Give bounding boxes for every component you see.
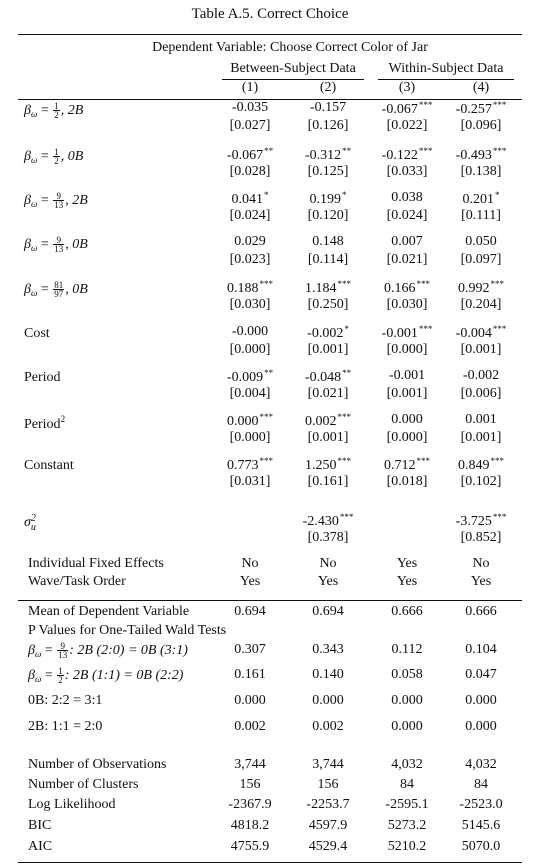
row-label-5 (24, 326, 50, 342)
row-label-3-equals: = (37, 237, 53, 252)
coef-r8-c1 (210, 456, 290, 474)
row-label-3-numerator: 9 (53, 236, 64, 245)
pval-label-0-denominator: 13 (58, 650, 68, 660)
se-r7-c1: [0.000] (229, 430, 271, 445)
coef-r5-c1 (210, 324, 290, 340)
stat-r0-c2: 3,744 (312, 757, 344, 772)
se-r8-c3: [0.018] (386, 474, 428, 489)
se-r0-c1: [0.027] (229, 118, 271, 133)
row-label-2-beta: β (24, 193, 31, 208)
row-label-2-suffix: , 2B (65, 193, 88, 208)
pval-label-1-denominator: 2 (58, 675, 63, 685)
coef-r2-c3-value: 0.038 (391, 190, 423, 205)
fixed-label-0: Individual Fixed Effects (28, 556, 164, 571)
row-label-3-omega: ω (30, 243, 38, 253)
stat-label-2: Log Likelihood (28, 797, 116, 812)
row-label-2-numerator: 9 (53, 192, 64, 201)
se-r9-c4: [0.852] (460, 530, 502, 545)
pval-label-1-omega: ω (34, 674, 42, 684)
row-label-4-denominator: 97 (54, 289, 64, 299)
coef-r5-c4-value: -0.004 (455, 326, 492, 341)
coef-r4-c4-stars: *** (490, 279, 504, 289)
coef-r2-c1-value: 0.041 (231, 192, 263, 207)
pval-r0-c1: 0.307 (234, 642, 266, 657)
pval-label-1-beta: β (28, 668, 35, 683)
pval-r1-c1: 0.161 (234, 667, 266, 682)
coef-r4-c1 (210, 279, 290, 297)
coef-r5-c4-stars: *** (492, 324, 507, 334)
coef-r6-c1-stars: ** (264, 368, 274, 378)
se-r6-c2: [0.021] (307, 386, 349, 401)
coef-r4-c1-stars: *** (259, 279, 273, 289)
coef-r7-c2-value: 0.002 (305, 414, 337, 429)
row-label-sup-7: 2 (60, 414, 66, 424)
row-label-text-8: Constant (24, 458, 74, 473)
sigma-sub: u (30, 522, 36, 533)
coef-r2-c1 (210, 190, 290, 208)
row-label-3-denominator: 13 (54, 244, 64, 254)
fixed-r1-c2: Yes (317, 574, 339, 589)
pval-label-0-beta: β (28, 643, 35, 658)
se-r7-c4: [0.001] (460, 430, 502, 445)
coef-r8-c4 (441, 456, 521, 474)
column-header-3: (3) (398, 80, 416, 95)
coef-r1-c1-value: -0.067 (226, 148, 264, 163)
row-label-1-denominator: 2 (54, 156, 59, 166)
se-r1-c3: [0.033] (386, 164, 428, 179)
coef-r3-c1 (210, 234, 290, 250)
stat-label-0: Number of Observations (28, 757, 167, 772)
coef-r6-c1 (210, 368, 290, 386)
coef-r7-c4-value: 0.001 (465, 412, 497, 427)
coef-r6-c2-value: -0.048 (304, 370, 342, 385)
coef-r8-c3-stars: *** (416, 456, 430, 466)
coef-r5-c1-value: -0.000 (231, 324, 269, 339)
pval-label-1-fraction (57, 667, 64, 684)
coef-r6-c3 (367, 368, 447, 384)
coef-r3-c4 (441, 234, 521, 250)
row-label-2-equals: = (37, 193, 53, 208)
coef-r4-c1-value: 0.188 (227, 281, 259, 296)
pval-label-0-suffix: : 2B (2:0) = 0B (3:1) (69, 643, 188, 658)
se-r0-c4: [0.096] (460, 118, 502, 133)
coef-r2-c4-stars: * (495, 190, 500, 200)
row-label-text-6: Period (24, 370, 61, 385)
row-label-4 (24, 281, 88, 298)
coef-r7-c3-value: 0.000 (391, 412, 423, 427)
coef-r2-c1-stars: * (264, 190, 269, 200)
se-r4-c2: [0.250] (307, 297, 349, 312)
coef-r9-c2-value: -2.430 (302, 514, 339, 529)
se-r6-c3: [0.001] (386, 386, 428, 401)
stat-r3-c2: 4597.9 (308, 818, 348, 833)
coef-r0-c2 (288, 100, 368, 116)
pval-r3-c3: 0.000 (391, 719, 423, 734)
column-header-1: (1) (241, 80, 259, 95)
row-label-4-omega: ω (30, 288, 38, 298)
coef-r7-c4 (441, 412, 521, 428)
coef-r2-c2-stars: * (342, 190, 347, 200)
coef-r7-c2-stars: *** (337, 412, 351, 422)
se-r3-c1: [0.023] (229, 252, 271, 267)
row-label-3-fraction (53, 236, 64, 253)
fixed-r0-c1: No (241, 556, 259, 571)
row-label-4-equals: = (37, 282, 53, 297)
row-label-text-5: Cost (24, 326, 50, 341)
se-r4-c4: [0.204] (460, 297, 502, 312)
coef-r0-c3 (367, 100, 447, 118)
coef-r3-c4-value: 0.050 (465, 234, 497, 249)
pval-label-0-omega: ω (34, 649, 42, 659)
row-label-0-fraction (53, 102, 60, 119)
stat-r0-c3: 4,032 (391, 757, 423, 772)
pval-label-1-numerator: 1 (58, 666, 63, 676)
fixed-label-1: Wave/Task Order (28, 574, 126, 589)
coef-r7-c2 (288, 412, 368, 430)
coef-r4-c4-value: 0.992 (458, 281, 490, 296)
coef-r0-c1-value: -0.035 (231, 100, 269, 115)
stat-label-3: BIC (28, 818, 52, 833)
coef-r7-c1-stars: *** (259, 412, 273, 422)
coef-r1-c1-stars: ** (264, 146, 274, 156)
coef-r4-c2 (288, 279, 368, 297)
se-r7-c3: [0.000] (386, 430, 428, 445)
se-r0-c3: [0.022] (386, 118, 428, 133)
coef-r5-c3-stars: *** (418, 324, 433, 334)
row-label-0-beta: β (24, 103, 31, 118)
se-r3-c4: [0.097] (460, 252, 502, 267)
pval-r3-c4: 0.000 (465, 719, 497, 734)
bottom-rule (18, 862, 522, 863)
fixed-r1-c3: Yes (396, 574, 418, 589)
pval-r1-c4: 0.047 (465, 667, 497, 682)
sigma-scripts (31, 514, 36, 532)
dependent-variable-header: Dependent Variable: Choose Correct Color of Jar (152, 40, 428, 55)
coef-r1-c2 (288, 146, 368, 164)
stat-label-1: Number of Clusters (28, 777, 139, 792)
pvals-heading: P Values for One-Tailed Wald Tests (28, 623, 227, 638)
coef-r3-c3 (367, 234, 447, 250)
se-r5-c1: [0.000] (229, 342, 271, 357)
coef-r5-c2-stars: * (344, 324, 349, 334)
fixed-r1-c1: Yes (239, 574, 261, 589)
stat-r1-c4: 84 (474, 777, 488, 792)
coef-r7-c1 (210, 412, 290, 430)
row-label-4-fraction (53, 281, 64, 298)
row-label-0-numerator: 1 (54, 101, 59, 111)
se-r3-c3: [0.021] (386, 252, 428, 267)
coef-r9-c4 (441, 512, 521, 530)
se-r1-c1: [0.028] (229, 164, 271, 179)
coef-r5-c3-value: -0.001 (381, 326, 418, 341)
stat-r2-c2: -2253.7 (306, 797, 350, 812)
coef-r6-c4 (441, 368, 521, 384)
se-r2-c3: [0.024] (386, 208, 428, 223)
pval-r2-c4: 0.000 (465, 693, 497, 708)
coef-r1-c3 (367, 146, 447, 164)
row-label-1-numerator: 1 (54, 147, 59, 157)
pval-label-0-fraction (57, 642, 68, 659)
pval-r2-c1: 0.000 (234, 693, 266, 708)
se-r2-c1: [0.024] (229, 208, 271, 223)
stat-r0-c4: 4,032 (465, 757, 497, 772)
row-label-8 (24, 458, 74, 474)
row-label-2-fraction (53, 192, 64, 209)
se-r5-c2: [0.001] (307, 342, 349, 357)
column-header-2: (2) (319, 80, 337, 95)
stat-r3-c4: 5145.6 (461, 818, 501, 833)
between-subject-header: Between-Subject Data (230, 61, 356, 76)
coef-r2-c3 (367, 190, 447, 206)
se-r8-c2: [0.161] (307, 474, 349, 489)
coef-r6-c2-stars: ** (342, 368, 352, 378)
row-label-0-suffix: , 2B (60, 103, 84, 118)
coef-r1-c4-stars: *** (492, 146, 507, 156)
pval-label-1-suffix: : 2B (1:1) = 0B (2:2) (64, 668, 184, 683)
coef-r8-c4-value: 0.849 (458, 458, 490, 473)
stat-r1-c3: 84 (400, 777, 414, 792)
se-r9-c2: [0.378] (307, 530, 349, 545)
fixed-r0-c4: No (472, 556, 490, 571)
row-label-4-beta: β (24, 282, 31, 297)
pval-label-0-equals: = (41, 643, 57, 658)
row-label-1-suffix: , 0B (60, 149, 84, 164)
row-label-0-omega: ω (30, 109, 38, 119)
stat-r2-c4: -2523.0 (459, 797, 503, 812)
pval-r1-c2: 0.140 (312, 667, 344, 682)
coef-r8-c3 (367, 456, 447, 474)
row-label-4-numerator: 81 (54, 280, 64, 290)
coef-r8-c2-value: 1.250 (305, 458, 337, 473)
row-label-1-equals: = (37, 149, 53, 164)
pval-r1-c3: 0.058 (391, 667, 423, 682)
se-r7-c2: [0.001] (307, 430, 349, 445)
se-r2-c2: [0.120] (307, 208, 349, 223)
row-label-6 (24, 370, 61, 386)
pval-label-3: 2B: 1:1 = 2:0 (28, 719, 103, 734)
mean-c3: 0.666 (391, 604, 423, 619)
coef-r7-c1-value: 0.000 (227, 414, 259, 429)
mean-c4: 0.666 (465, 604, 497, 619)
stat-r0-c1: 3,744 (234, 757, 266, 772)
row-label-7 (24, 414, 65, 433)
coef-r5-c4 (441, 324, 521, 342)
coef-r3-c3-value: 0.007 (391, 234, 423, 249)
coef-r1-c4-value: -0.493 (455, 148, 492, 163)
coef-r8-c1-stars: *** (259, 456, 273, 466)
coef-r2-c4-value: 0.201 (462, 192, 494, 207)
row-label-3-beta: β (24, 237, 31, 252)
coef-r0-c3-stars: *** (418, 100, 433, 110)
coef-r4-c3-value: 0.166 (384, 281, 416, 296)
coef-r5-c3 (367, 324, 447, 342)
coef-r0-c3-value: -0.067 (381, 102, 418, 117)
fixed-r1-c4: Yes (470, 574, 492, 589)
stat-r4-c1: 4755.9 (230, 839, 270, 854)
coef-r0-c2-value: -0.157 (309, 100, 347, 115)
coef-r1-c2-stars: ** (342, 146, 352, 156)
coef-r5-c2 (288, 324, 368, 342)
mean-label: Mean of Dependent Variable (28, 604, 190, 619)
coef-r9-c4-stars: *** (492, 512, 507, 522)
stat-r2-c1: -2367.9 (228, 797, 272, 812)
pval-r0-c4: 0.104 (465, 642, 497, 657)
table-title: Table A.5. Correct Choice (191, 6, 349, 22)
coef-r6-c1-value: -0.009 (226, 370, 264, 385)
coef-r1-c2-value: -0.312 (304, 148, 342, 163)
se-r3-c2: [0.114] (307, 252, 349, 267)
row-label-0-equals: = (37, 103, 53, 118)
coef-r9-c2 (288, 512, 368, 530)
se-r4-c1: [0.030] (229, 297, 271, 312)
coef-r1-c4 (441, 146, 521, 164)
top-rule (18, 34, 522, 35)
coef-r8-c2-stars: *** (337, 456, 351, 466)
coef-r4-c3-stars: *** (416, 279, 430, 289)
section-rule (18, 600, 522, 601)
coef-r2-c2 (288, 190, 368, 208)
row-label-4-suffix: , 0B (65, 282, 88, 297)
column-header-4: (4) (472, 80, 490, 95)
stat-r2-c3: -2595.1 (385, 797, 429, 812)
coef-r8-c3-value: 0.712 (384, 458, 416, 473)
se-r1-c2: [0.125] (307, 164, 349, 179)
se-r4-c3: [0.030] (386, 297, 428, 312)
sigma-sup: 2 (30, 513, 36, 524)
se-r6-c4: [0.006] (460, 386, 502, 401)
coef-r1-c1 (210, 146, 290, 164)
sigma-symbol: σ (24, 515, 31, 530)
stat-label-4: AIC (28, 839, 53, 854)
coef-r5-c2-value: -0.002 (307, 326, 344, 341)
row-label-2-omega: ω (30, 199, 38, 209)
coef-r4-c3 (367, 279, 447, 297)
coef-r1-c3-stars: *** (418, 146, 433, 156)
pval-label-1-equals: = (41, 668, 57, 683)
mean-c2: 0.694 (312, 604, 344, 619)
stat-r4-c2: 4529.4 (308, 839, 348, 854)
stat-r3-c3: 5273.2 (387, 818, 427, 833)
row-label-text-7: Period (24, 417, 61, 432)
stat-r3-c1: 4818.2 (230, 818, 270, 833)
se-r1-c4: [0.138] (460, 164, 502, 179)
coef-r6-c2 (288, 368, 368, 386)
coef-r8-c1-value: 0.773 (227, 458, 259, 473)
pval-label-2: 0B: 2:2 = 3:1 (28, 693, 103, 708)
row-label-1 (24, 148, 83, 165)
pval-label-1 (28, 667, 183, 684)
row-label-2-denominator: 13 (54, 200, 64, 210)
se-r5-c4: [0.001] (460, 342, 502, 357)
row-label-1-omega: ω (30, 155, 38, 165)
row-label-0 (24, 102, 83, 119)
se-r0-c2: [0.126] (307, 118, 349, 133)
row-label-1-fraction (53, 148, 60, 165)
pval-label-0-numerator: 9 (57, 642, 68, 651)
se-r2-c4: [0.111] (461, 208, 501, 223)
coef-r3-c2-value: 0.148 (312, 234, 344, 249)
row-label-0-denominator: 2 (54, 110, 59, 120)
within-subject-header: Within-Subject Data (388, 61, 504, 76)
coef-r9-c4-value: -3.725 (455, 514, 492, 529)
row-label-2 (24, 192, 88, 209)
pval-r0-c3: 0.112 (391, 642, 423, 657)
row-label-3 (24, 236, 88, 253)
stat-r4-c4: 5070.0 (461, 839, 501, 854)
row-label-9 (24, 514, 36, 532)
row-label-1-beta: β (24, 149, 31, 164)
row-label-3-suffix: , 0B (65, 237, 88, 252)
se-r8-c1: [0.031] (229, 474, 271, 489)
coef-r3-c1-value: 0.029 (234, 234, 266, 249)
coef-r0-c4-value: -0.257 (455, 102, 492, 117)
coef-r2-c4 (441, 190, 521, 208)
pval-r2-c3: 0.000 (391, 693, 423, 708)
coef-r4-c2-stars: *** (337, 279, 351, 289)
fixed-r0-c2: No (319, 556, 337, 571)
pval-r2-c2: 0.000 (312, 693, 344, 708)
se-r8-c4: [0.102] (460, 474, 502, 489)
coef-r6-c4-value: -0.002 (462, 368, 500, 383)
coef-r0-c4 (441, 100, 521, 118)
coef-r8-c4-stars: *** (490, 456, 504, 466)
pval-label-0 (28, 642, 188, 659)
mean-c1: 0.694 (234, 604, 266, 619)
pval-r3-c1: 0.002 (234, 719, 266, 734)
coef-r7-c3 (367, 412, 447, 428)
coef-r9-c2-stars: *** (339, 512, 354, 522)
pval-r0-c2: 0.343 (312, 642, 344, 657)
coef-r0-c1 (210, 100, 290, 116)
coef-r4-c2-value: 1.184 (305, 281, 337, 296)
coef-r0-c4-stars: *** (492, 100, 507, 110)
coef-r6-c3-value: -0.001 (388, 368, 426, 383)
se-r5-c3: [0.000] (386, 342, 428, 357)
stat-r1-c1: 156 (239, 777, 261, 792)
stat-r1-c2: 156 (317, 777, 339, 792)
coef-r1-c3-value: -0.122 (381, 148, 418, 163)
se-r6-c1: [0.004] (229, 386, 271, 401)
coef-r2-c2-value: 0.199 (309, 192, 341, 207)
stat-r4-c3: 5210.2 (387, 839, 427, 854)
coef-r4-c4 (441, 279, 521, 297)
coef-r8-c2 (288, 456, 368, 474)
pval-r3-c2: 0.002 (312, 719, 344, 734)
fixed-r0-c3: Yes (396, 556, 418, 571)
coef-r3-c2 (288, 234, 368, 250)
